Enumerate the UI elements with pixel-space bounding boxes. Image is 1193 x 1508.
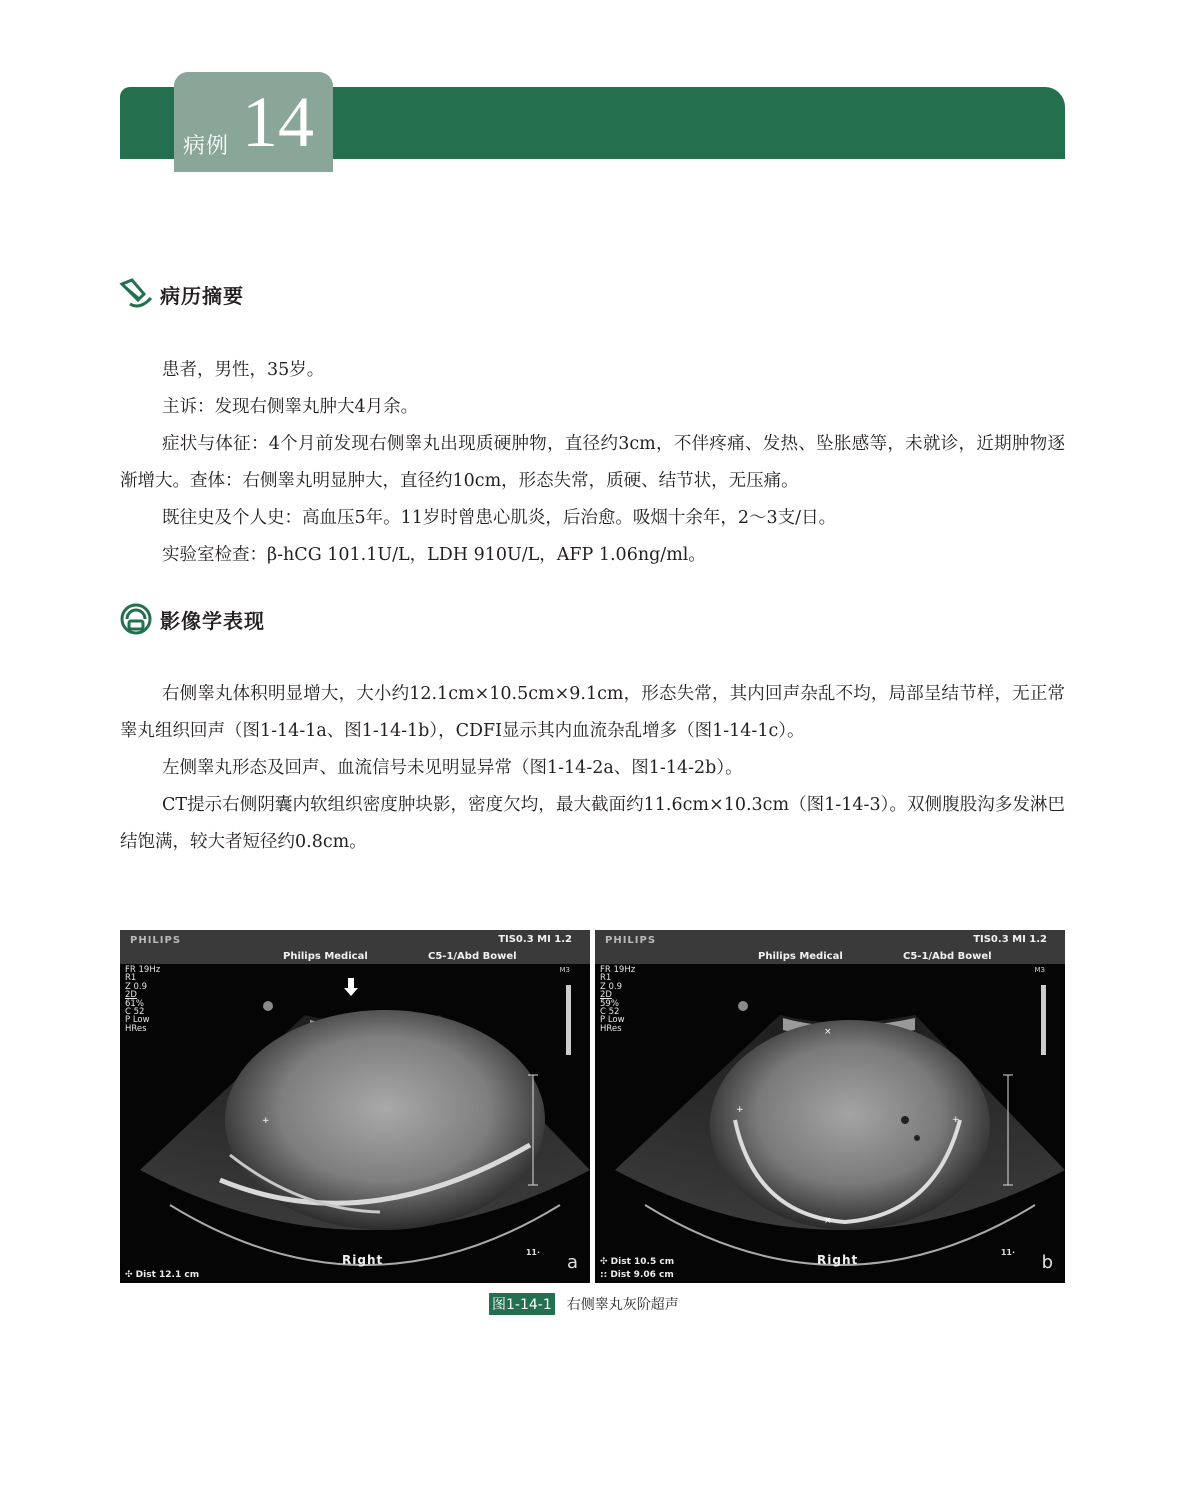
scan-parameter: FR 19Hz bbox=[600, 965, 636, 975]
scan-parameters bbox=[600, 966, 635, 1033]
scan-parameter: R1 bbox=[125, 973, 137, 984]
scan-parameter: Z 0.9 bbox=[600, 981, 623, 992]
figure-id: 图1-14-1 bbox=[489, 1293, 555, 1315]
figure-title: 右侧睾丸灰阶超声 bbox=[566, 1297, 679, 1313]
arrow-marker bbox=[344, 978, 358, 996]
measurement-label: ✣ Dist 10.5 cm bbox=[600, 1257, 675, 1267]
probe-label: C5-1/Abd Bowel bbox=[903, 951, 992, 962]
ultrasound-image bbox=[595, 930, 1065, 1283]
side-label: Right bbox=[817, 1253, 859, 1267]
scan-parameter: 61% bbox=[125, 998, 144, 1009]
scan-parameter: Z 0.9 bbox=[125, 981, 148, 992]
svg-text:+: + bbox=[736, 1105, 744, 1115]
ultrasound-figure bbox=[120, 930, 1065, 1283]
side-label: Right bbox=[342, 1253, 384, 1267]
depth-label: 11· bbox=[525, 1248, 540, 1257]
history-paragraph: 主诉：发现右侧睾丸肿大4月余。 bbox=[162, 397, 419, 417]
svg-text:×: × bbox=[824, 1027, 832, 1037]
history-paragraph: 症状与体征：4个月前发现右侧睾丸出现质硬肿物，直径约3cm，不伴疼痛、发热、坠胀感等，未就诊，近期肿物逐渐增大。查体：右侧睾丸明显肿大，直径约10cm，形态失常，质硬、结节状，无压痛。 bbox=[120, 434, 1065, 491]
imaging-paragraph: 右侧睾丸体积明显增大，大小约12.1cm×10.5cm×9.1cm，形态失常，其内回声杂乱不均，局部呈结节样，无正常睾丸组织回声（图1-14-1a、图1-14-1b），CDFI显示其内血流杂乱增多（图1-14-1c）。 bbox=[120, 684, 1065, 741]
probe-label: C5-1/Abd Bowel bbox=[428, 951, 517, 962]
history-paragraph: 既往史及个人史：高血压5年。11岁时曾患心肌炎，后治愈。吸烟十余年，2～3支/日。 bbox=[162, 508, 837, 528]
map-label: M3 bbox=[1034, 966, 1045, 974]
ultrasound-panel-a bbox=[120, 930, 590, 1283]
scan-parameter: HRes bbox=[600, 1023, 622, 1034]
map-label: M3 bbox=[559, 966, 570, 974]
case-label: 病例 bbox=[183, 134, 230, 159]
svg-text:+: + bbox=[262, 1116, 270, 1126]
ultrasound-image bbox=[120, 930, 590, 1283]
scan-parameter: C 52 bbox=[125, 1007, 145, 1018]
tis-label: TIS0.3 MI 1.2 bbox=[973, 934, 1047, 945]
scan-parameter: 2D bbox=[125, 990, 137, 1001]
scan-parameter: P Low bbox=[600, 1015, 625, 1026]
case-number: 14 bbox=[242, 82, 314, 162]
vendor-label: Philips Medical bbox=[283, 951, 368, 962]
pen-icon bbox=[118, 276, 154, 312]
history-section-heading bbox=[118, 276, 244, 312]
scan-parameter: FR 19Hz bbox=[125, 965, 161, 975]
history-paragraph: 患者，男性，35岁。 bbox=[162, 360, 325, 380]
scan-parameter: 59% bbox=[600, 998, 619, 1009]
scan-parameter: 2D bbox=[600, 990, 612, 1001]
svg-text:+: + bbox=[952, 1115, 960, 1125]
scan-parameter: HRes bbox=[125, 1023, 147, 1034]
panel-letter: b bbox=[1041, 1252, 1053, 1273]
scan-parameter: R1 bbox=[600, 973, 612, 984]
imaging-title: 影像学表现 bbox=[160, 608, 265, 633]
history-paragraph: 实验室检查：β-hCG 101.1U/L，LDH 910U/L，AFP 1.06ng/ml。 bbox=[162, 545, 706, 565]
measurement-label: ✣ Dist 12.1 cm bbox=[125, 1270, 200, 1280]
depth-label: 11· bbox=[1000, 1248, 1015, 1257]
brand-label: PHILIPS bbox=[130, 935, 182, 946]
vendor-label: Philips Medical bbox=[758, 951, 843, 962]
history-title: 病历摘要 bbox=[160, 283, 244, 308]
ultrasound-panel-b bbox=[595, 930, 1065, 1283]
imaging-section-heading bbox=[118, 601, 265, 637]
svg-text:×: × bbox=[824, 1216, 832, 1226]
scanner-icon bbox=[118, 601, 154, 637]
scan-parameters bbox=[125, 966, 160, 1033]
panel-letter: a bbox=[566, 1252, 578, 1273]
imaging-paragraph: CT提示右侧阴囊内软组织密度肿块影，密度欠均，最大截面约11.6cm×10.3cm（图1-14-3）。双侧腹股沟多发淋巴结饱满，较大者短径约0.8cm。 bbox=[120, 795, 1065, 852]
scan-parameter: C 52 bbox=[600, 1007, 620, 1018]
imaging-paragraph: 左侧睾丸形态及回声、血流信号未见明显异常（图1-14-2a、图1-14-2b）。 bbox=[162, 758, 743, 778]
tis-label: TIS0.3 MI 1.2 bbox=[498, 934, 572, 945]
brand-label: PHILIPS bbox=[605, 935, 657, 946]
measurement-label: :: Dist 9.06 cm bbox=[600, 1270, 674, 1280]
scan-parameter: P Low bbox=[125, 1015, 150, 1026]
figure-caption bbox=[489, 1293, 679, 1315]
